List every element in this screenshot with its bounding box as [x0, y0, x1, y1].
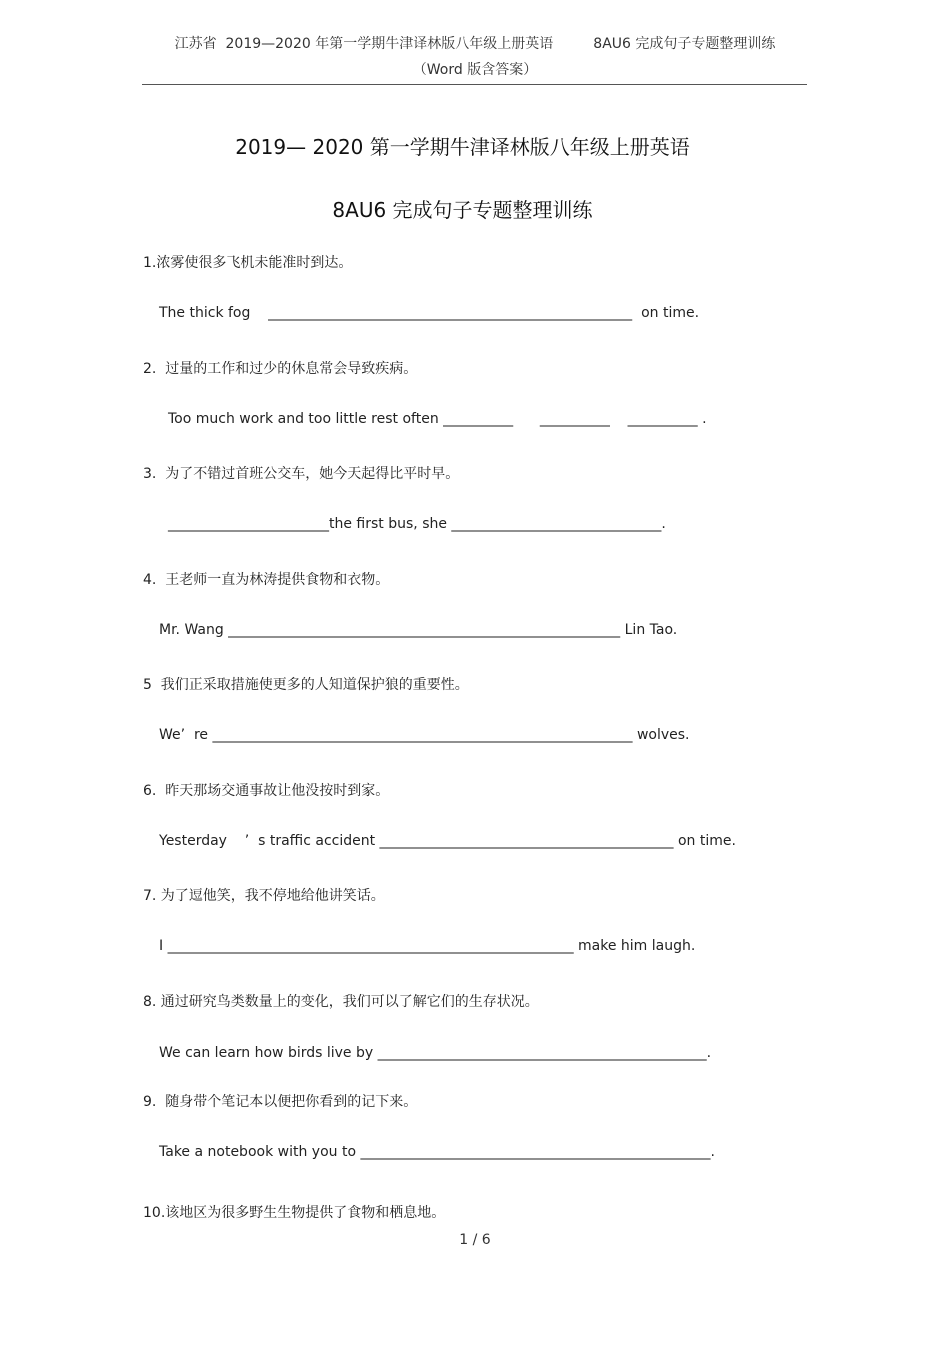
- question-prompt: 1.浓雾使很多飞机未能准时到达。: [143, 255, 353, 271]
- question-answer-line: I __________________________________________________________ make him laugh.: [159, 938, 696, 954]
- question-prompt: 4. 王老师一直为林涛提供食物和衣物。: [143, 572, 390, 588]
- question-answer-line: We’ re ____________________________________________________________ wolves.: [159, 727, 690, 743]
- question-prompt: 10.该地区为很多野生生物提供了食物和栖息地。: [143, 1205, 446, 1221]
- page-number: 1 / 6: [459, 1232, 491, 1248]
- question-prompt: 8. 通过研究鸟类数量上的变化，我们可以了解它们的生存状况。: [143, 994, 539, 1010]
- header-divider: [142, 84, 807, 85]
- question-answer-line: Take a notebook with you to __________________________________________________.: [159, 1144, 715, 1160]
- question-prompt: 2. 过量的工作和过少的休息常会导致疾病。: [143, 361, 418, 377]
- question-prompt: 5 我们正采取措施使更多的人知道保护狼的重要性。: [143, 677, 469, 693]
- question-prompt: 6. 昨天那场交通事故让他没按时到家。: [143, 783, 390, 799]
- question-answer-line: We can learn how birds live by _______________________________________________.: [159, 1045, 712, 1061]
- document-title: 2019— 2020 第一学期牛津译林版八年级上册英语: [235, 135, 690, 159]
- question-prompt: 9. 随身带个笔记本以便把你看到的记下来。: [143, 1094, 418, 1110]
- question-answer-line: Too much work and too little rest often __________ __________ __________ .: [168, 411, 707, 427]
- question-prompt: 3. 为了不错过首班公交车，她今天起得比平时早。: [143, 466, 460, 482]
- question-answer-line: Mr. Wang ________________________________________________________ Lin Tao.: [159, 622, 678, 638]
- running-header-subtitle: （Word 版含答案）: [412, 62, 538, 78]
- question-answer-line: Yesterday ’ s traffic accident __________________________________________ on time.: [159, 833, 736, 849]
- question-answer-line: The thick fog ____________________________________________________ on time.: [159, 305, 700, 321]
- question-prompt: 7. 为了逗他笑，我不停地给他讲笑话。: [143, 888, 385, 904]
- document-subtitle: 8AU6 完成句子专题整理训练: [332, 198, 593, 222]
- question-answer-line: _______________________the first bus, she ______________________________.: [168, 516, 666, 532]
- running-header: 江苏省 2019—2020 年第一学期牛津译林版八年级上册英语 8AU6 完成句子专题整理训练: [174, 36, 776, 52]
